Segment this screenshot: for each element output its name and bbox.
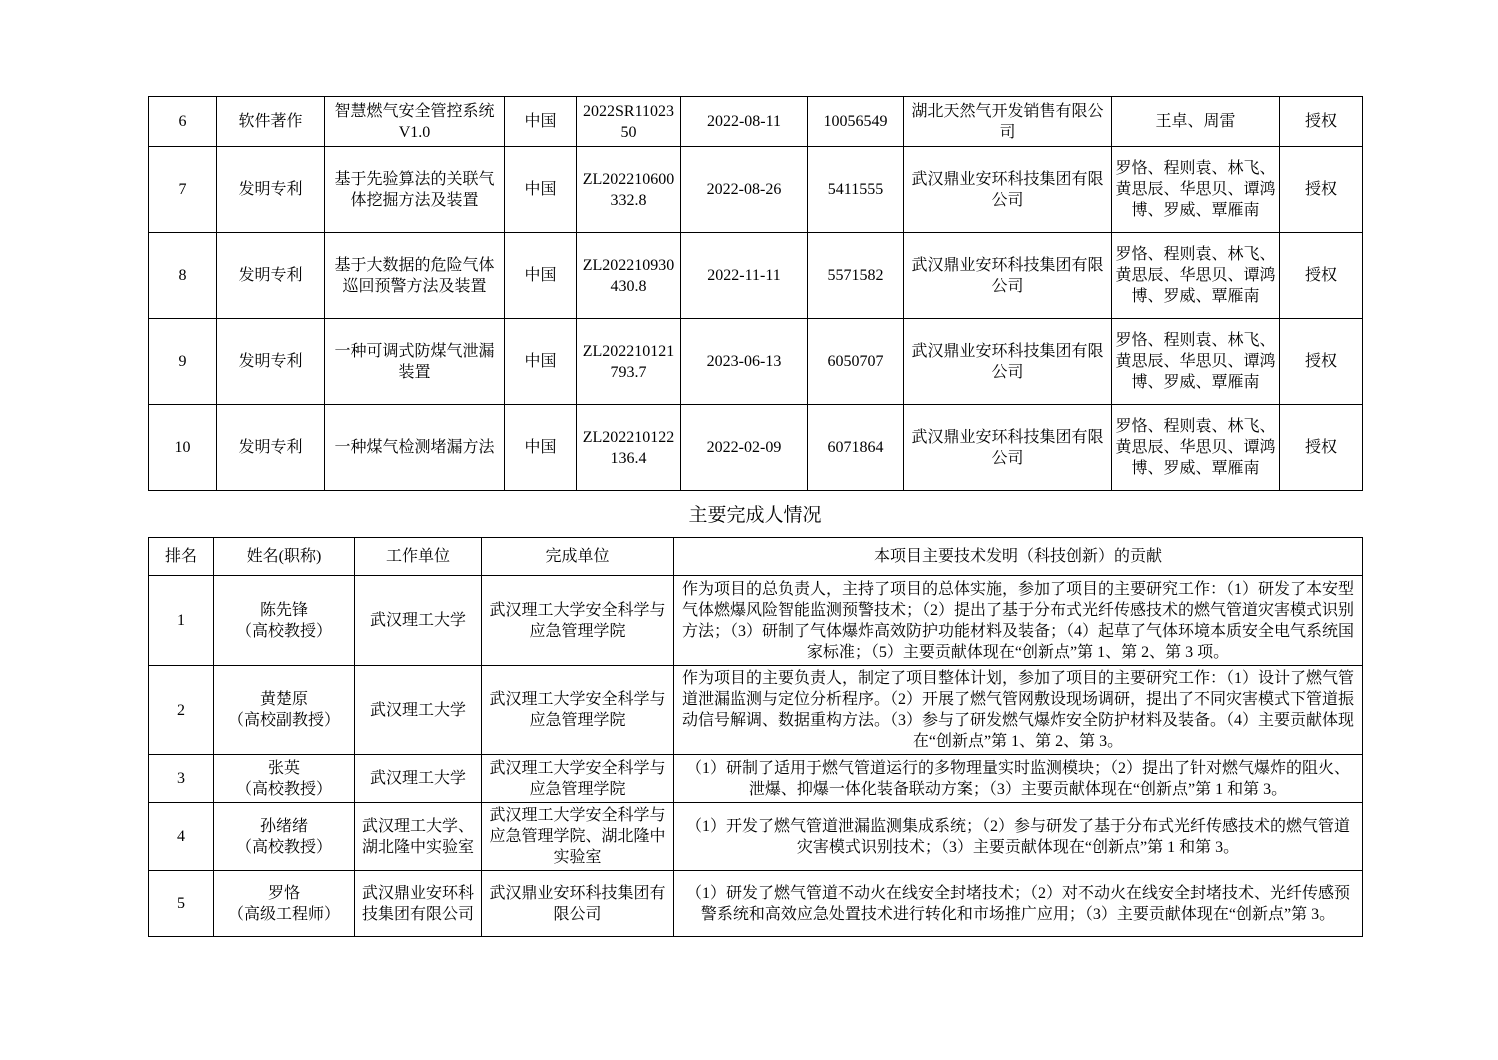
- contributors-table: [148, 537, 1363, 937]
- cell-number: ZL202210121793.7: [577, 319, 681, 405]
- table-row: [149, 233, 1363, 319]
- cell-completing-unit: 武汉理工大学安全科学与应急管理学院: [482, 576, 674, 666]
- contributor-job-title: （高校教授）: [235, 838, 332, 856]
- cell-owner: 武汉鼎业安环科技集团有限公司: [904, 147, 1112, 233]
- cell-name: [214, 576, 355, 666]
- cell-name: [214, 666, 355, 755]
- cell-status: 授权: [1280, 233, 1363, 319]
- table-row: [149, 319, 1363, 405]
- header-completing-unit: 完成单位: [482, 538, 674, 576]
- cell-completing-unit: 武汉理工大学安全科学与应急管理学院: [482, 755, 674, 803]
- cell-country: 中国: [505, 319, 577, 405]
- cell-seq: 8: [149, 233, 217, 319]
- header-name: 姓名(职称): [214, 538, 355, 576]
- cell-employer: 武汉理工大学: [355, 666, 482, 755]
- cell-completing-unit: 武汉鼎业安环科技集团有限公司: [482, 871, 674, 937]
- cell-type: 发明专利: [217, 233, 325, 319]
- cell-status: 授权: [1280, 405, 1363, 491]
- cell-date: 2022-08-26: [681, 147, 808, 233]
- contributor-job-title: （高校教授）: [235, 622, 332, 640]
- cell-inventors: 罗恪、程则袁、林飞、黄思辰、华思贝、谭鸿博、罗威、覃雁南: [1112, 405, 1280, 491]
- cell-title: 智慧燃气安全管控系统V1.0: [325, 97, 505, 147]
- cell-seq: 7: [149, 147, 217, 233]
- cell-country: 中国: [505, 147, 577, 233]
- cell-type: 软件著作: [217, 97, 325, 147]
- cell-cert-no: 6071864: [808, 405, 904, 491]
- contributor-name: 陈先锋: [259, 601, 308, 619]
- cell-cert-no: 5571582: [808, 233, 904, 319]
- cell-status: 授权: [1280, 319, 1363, 405]
- cell-seq: 9: [149, 319, 217, 405]
- contributor-job-title: （高校副教授）: [227, 712, 340, 729]
- cell-contribution: （1）研制了适用于燃气管道运行的多物理量实时监测模块；（2）提出了针对燃气爆炸的阻火、泄爆、抑爆一体化装备联动方案；（3）主要贡献体现在“创新点”第 1 和第 3。: [674, 755, 1363, 803]
- cell-contribution: 作为项目的主要负责人，制定了项目整体计划，参加了项目的主要研究工作：（1）设计了燃气管道泄漏监测与定位分析程序。（2）开展了燃气管网敷设现场调研，提出了不同灾害模式下管道振动信号解调、数据重构方法。（3）参与了研发燃气爆炸安全防护材料及装备。（4）主要贡献体现在“创新点”第 1、第 2、第 3。: [674, 666, 1363, 755]
- cell-name: [214, 871, 355, 937]
- cell-rank: 1: [149, 576, 214, 666]
- cell-type: 发明专利: [217, 319, 325, 405]
- table-row: [149, 803, 1363, 871]
- cell-rank: 5: [149, 871, 214, 937]
- cell-title: 一种可调式防煤气泄漏装置: [325, 319, 505, 405]
- cell-name: [214, 755, 355, 803]
- cell-contribution: 作为项目的总负责人，主持了项目的总体实施，参加了项目的主要研究工作：（1）研发了本安型气体燃爆风险智能监测预警技术；（2）提出了基于分布式光纤传感技术的燃气管道灾害模式识别方法；（3）研制了气体爆炸高效防护功能材料及装备；（4）起草了气体环境本质安全电气系统国家标准；（5）主要贡献体现在“创新点”第 1、第 2、第 3 项。: [674, 576, 1363, 666]
- cell-owner: 武汉鼎业安环科技集团有限公司: [904, 233, 1112, 319]
- cell-employer: 武汉理工大学、湖北隆中实验室: [355, 803, 482, 871]
- cell-title: 基于大数据的危险气体巡回预警方法及装置: [325, 233, 505, 319]
- cell-date: 2022-08-11: [681, 97, 808, 147]
- cell-date: 2023-06-13: [681, 319, 808, 405]
- header-rank: 排名: [149, 538, 214, 576]
- cell-rank: 3: [149, 755, 214, 803]
- cell-number: 2022SR1102350: [577, 97, 681, 147]
- table-row: [149, 576, 1363, 666]
- table-row: [149, 147, 1363, 233]
- document-page: [148, 96, 1362, 937]
- table-row: [149, 666, 1363, 755]
- cell-owner: 武汉鼎业安环科技集团有限公司: [904, 405, 1112, 491]
- cell-status: 授权: [1280, 147, 1363, 233]
- header-employer: 工作单位: [355, 538, 482, 576]
- cell-number: ZL202210930430.8: [577, 233, 681, 319]
- cell-date: 2022-02-09: [681, 405, 808, 491]
- contributor-job-title: （高级工程师）: [227, 905, 340, 923]
- cell-date: 2022-11-11: [681, 233, 808, 319]
- cell-inventors: 罗恪、程则袁、林飞、黄思辰、华思贝、谭鸿博、罗威、覃雁南: [1112, 233, 1280, 319]
- cell-rank: 2: [149, 666, 214, 755]
- cell-owner: 湖北天然气开发销售有限公司: [904, 97, 1112, 147]
- table-row: [149, 97, 1363, 147]
- intellectual-property-table: [148, 96, 1363, 491]
- cell-inventors: 王卓、周雷: [1112, 97, 1280, 147]
- contributor-name: 孙绪绪: [259, 817, 308, 835]
- section-title: 主要完成人情况: [688, 505, 822, 526]
- cell-title: 一种煤气检测堵漏方法: [325, 405, 505, 491]
- cell-type: 发明专利: [217, 147, 325, 233]
- cell-contribution: （1）研发了燃气管道不动火在线安全封堵技术；（2）对不动火在线安全封堵技术、光纤传感预警系统和高效应急处置技术进行转化和市场推广应用；（3）主要贡献体现在“创新点”第 3。: [674, 871, 1363, 937]
- cell-owner: 武汉鼎业安环科技集团有限公司: [904, 319, 1112, 405]
- cell-country: 中国: [505, 233, 577, 319]
- table-row: [149, 871, 1363, 937]
- cell-seq: 6: [149, 97, 217, 147]
- cell-employer: 武汉理工大学: [355, 755, 482, 803]
- cell-title: 基于先验算法的关联气体挖掘方法及装置: [325, 147, 505, 233]
- cell-number: ZL202210122136.4: [577, 405, 681, 491]
- cell-type: 发明专利: [217, 405, 325, 491]
- cell-country: 中国: [505, 405, 577, 491]
- cell-employer: 武汉鼎业安环科技集团有限公司: [355, 871, 482, 937]
- cell-status: 授权: [1280, 97, 1363, 147]
- cell-completing-unit: 武汉理工大学安全科学与应急管理学院: [482, 666, 674, 755]
- cell-inventors: 罗恪、程则袁、林飞、黄思辰、华思贝、谭鸿博、罗威、覃雁南: [1112, 147, 1280, 233]
- header-contribution: 本项目主要技术发明（科技创新）的贡献: [674, 538, 1363, 576]
- cell-number: ZL202210600332.8: [577, 147, 681, 233]
- cell-cert-no: 10056549: [808, 97, 904, 147]
- cell-seq: 10: [149, 405, 217, 491]
- table-row: [149, 405, 1363, 491]
- cell-inventors: 罗恪、程则袁、林飞、黄思辰、华思贝、谭鸿博、罗威、覃雁南: [1112, 319, 1280, 405]
- contributor-name: 张英: [267, 759, 300, 777]
- cell-employer: 武汉理工大学: [355, 576, 482, 666]
- cell-cert-no: 6050707: [808, 319, 904, 405]
- contributor-job-title: （高校教授）: [235, 780, 332, 798]
- cell-rank: 4: [149, 803, 214, 871]
- cell-name: [214, 803, 355, 871]
- cell-contribution: （1）开发了燃气管道泄漏监测集成系统；（2）参与研发了基于分布式光纤传感技术的燃气管道灾害模式识别技术；（3）主要贡献体现在“创新点”第 1 和第 3。: [674, 803, 1363, 871]
- contributor-name: 罗恪: [267, 884, 300, 902]
- contributor-name: 黄楚原: [259, 691, 308, 708]
- cell-country: 中国: [505, 97, 577, 147]
- cell-cert-no: 5411555: [808, 147, 904, 233]
- cell-completing-unit: 武汉理工大学安全科学与应急管理学院、湖北隆中实验室: [482, 803, 674, 871]
- contributors-header-row: [149, 538, 1363, 576]
- table-row: [149, 755, 1363, 803]
